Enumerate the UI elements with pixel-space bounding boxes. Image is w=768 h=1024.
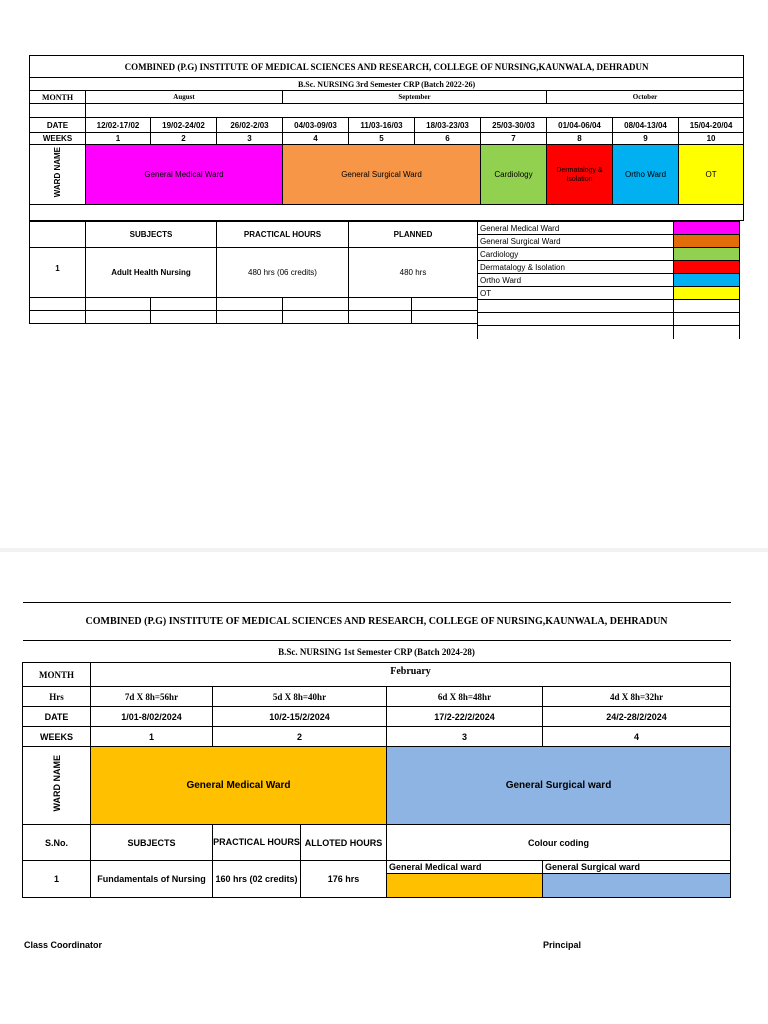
ward-block-general-surgical: General Surgical ward — [387, 747, 731, 825]
week-cell: 3 — [217, 133, 283, 145]
subject-name: Adult Health Nursing — [86, 248, 217, 298]
legend-label: General Surgical ward — [543, 861, 730, 874]
date-cell: 25/03-30/03 — [481, 118, 547, 133]
week-cell: 3 — [387, 727, 543, 747]
hrs-cell: 6d X 8h=48hr — [387, 687, 543, 707]
legend-label: Dermatalogy & Isolation — [478, 261, 674, 274]
date-label: DATE — [23, 707, 91, 727]
ward-name-label: WARD NAME — [30, 145, 86, 205]
legend-label: Cardiology — [478, 248, 674, 261]
week-cell: 5 — [349, 133, 415, 145]
planned-header: PLANNED — [349, 222, 478, 248]
date-cell: 18/03-23/03 — [415, 118, 481, 133]
legend-swatch — [674, 248, 740, 261]
legend-label: General Medical ward — [387, 861, 542, 874]
date-cell: 04/03-09/03 — [283, 118, 349, 133]
month-label: MONTH — [23, 663, 91, 687]
class-coordinator-label: Class Coordinator — [24, 940, 103, 950]
ward-block-cardiology: Cardiology — [481, 145, 547, 205]
ward-block-general-medical: General Medical Ward — [91, 747, 387, 825]
page2-header-table — [22, 602, 731, 912]
legend-swatch — [674, 287, 740, 300]
month-august: August — [86, 91, 283, 104]
legend-label: Ortho Ward — [478, 274, 674, 287]
weeks-label: WEEKS — [30, 133, 86, 145]
legend-swatch — [674, 222, 740, 235]
practical-hours-header: PRACTICAL HOURS — [217, 222, 349, 248]
date-cell: 19/02-24/02 — [151, 118, 217, 133]
planned-value: 480 hrs — [349, 248, 478, 298]
practical-hours-value: 160 hrs (02 credits) — [213, 861, 301, 898]
hrs-cell: 7d X 8h=56hr — [91, 687, 213, 707]
ward-block-ortho: Ortho Ward — [613, 145, 679, 205]
ward-block-general-surgical: General Surgical Ward — [283, 145, 481, 205]
week-cell: 6 — [415, 133, 481, 145]
page1-subjects-table — [29, 221, 478, 324]
date-cell: 11/03-16/03 — [349, 118, 415, 133]
legend-swatch — [387, 874, 542, 897]
legend-surgical — [543, 861, 731, 898]
month-october: October — [547, 91, 744, 104]
legend-label: General Surgical Ward — [478, 235, 674, 248]
week-cell: 10 — [679, 133, 744, 145]
principal-label: Principal — [543, 940, 582, 950]
date-cell: 1/01-8/02/2024 — [91, 707, 213, 727]
legend-swatch — [543, 874, 730, 897]
date-cell: 26/02-2/03 — [217, 118, 283, 133]
ward-name-label: WARD NAME — [23, 747, 91, 825]
date-cell: 17/2-22/2/2024 — [387, 707, 543, 727]
serial-number: 1 — [23, 861, 91, 898]
date-cell: 10/2-15/2/2024 — [213, 707, 387, 727]
colour-coding-header: Colour coding — [387, 825, 731, 861]
week-cell: 7 — [481, 133, 547, 145]
date-cell: 24/2-28/2/2024 — [543, 707, 731, 727]
sno-header: S.No. — [23, 825, 91, 861]
ward-block-general-medical: General Medical Ward — [86, 145, 283, 205]
page2-subtitle: B.Sc. NURSING 1st Semester CRP (Batch 2024-28) — [23, 641, 731, 663]
ward-block-ot: OT — [679, 145, 744, 205]
date-cell: 08/04-13/04 — [613, 118, 679, 133]
week-cell: 9 — [613, 133, 679, 145]
page1-legend — [477, 221, 740, 339]
practical-hours-value: 480 hrs (06 credits) — [217, 248, 349, 298]
week-cell: 4 — [543, 727, 731, 747]
subjects-header: SUBJECTS — [91, 825, 213, 861]
date-cell: 15/04-20/04 — [679, 118, 744, 133]
month-september: September — [283, 91, 547, 104]
week-cell: 4 — [283, 133, 349, 145]
legend-label: General Medical Ward — [478, 222, 674, 235]
serial-number: 1 — [30, 248, 86, 298]
legend-swatch — [674, 274, 740, 287]
week-cell: 1 — [91, 727, 213, 747]
hrs-label: Hrs — [23, 687, 91, 707]
legend-label: OT — [478, 287, 674, 300]
hrs-cell: 5d X 8h=40hr — [213, 687, 387, 707]
practical-hours-header: PRACTICAL HOURS — [213, 825, 301, 861]
week-cell: 1 — [86, 133, 151, 145]
page1-title: COMBINED (P.G) INSTITUTE OF MEDICAL SCIENCES AND RESEARCH, COLLEGE OF NURSING,KAUNWALA, DEHRADUN — [30, 56, 744, 78]
subject-name: Fundamentals of Nursing — [91, 861, 213, 898]
date-cell: 12/02-17/02 — [86, 118, 151, 133]
subjects-header: SUBJECTS — [86, 222, 217, 248]
page1-header-table — [29, 55, 744, 221]
legend-swatch — [674, 261, 740, 274]
legend-medical — [387, 861, 543, 898]
weeks-label: WEEKS — [23, 727, 91, 747]
page1-subtitle: B.Sc. NURSING 3rd Semester CRP (Batch 2022-26) — [30, 78, 744, 91]
week-cell: 2 — [151, 133, 217, 145]
page2-title: COMBINED (P.G) INSTITUTE OF MEDICAL SCIENCES AND RESEARCH, COLLEGE OF NURSING,KAUNWALA, DEHRADUN — [23, 603, 731, 641]
date-label: DATE — [30, 118, 86, 133]
ward-block-dermatology: Dermatalogy & Isolation — [547, 145, 613, 205]
month-february: February — [91, 663, 731, 687]
date-cell: 01/04-06/04 — [547, 118, 613, 133]
hrs-cell: 4d X 8h=32hr — [543, 687, 731, 707]
week-cell: 8 — [547, 133, 613, 145]
alloted-hours-header: ALLOTED HOURS — [301, 825, 387, 861]
week-cell: 2 — [213, 727, 387, 747]
page-2 — [0, 552, 768, 1024]
month-label: MONTH — [30, 91, 86, 104]
alloted-hours-value: 176 hrs — [301, 861, 387, 898]
legend-swatch — [674, 235, 740, 248]
